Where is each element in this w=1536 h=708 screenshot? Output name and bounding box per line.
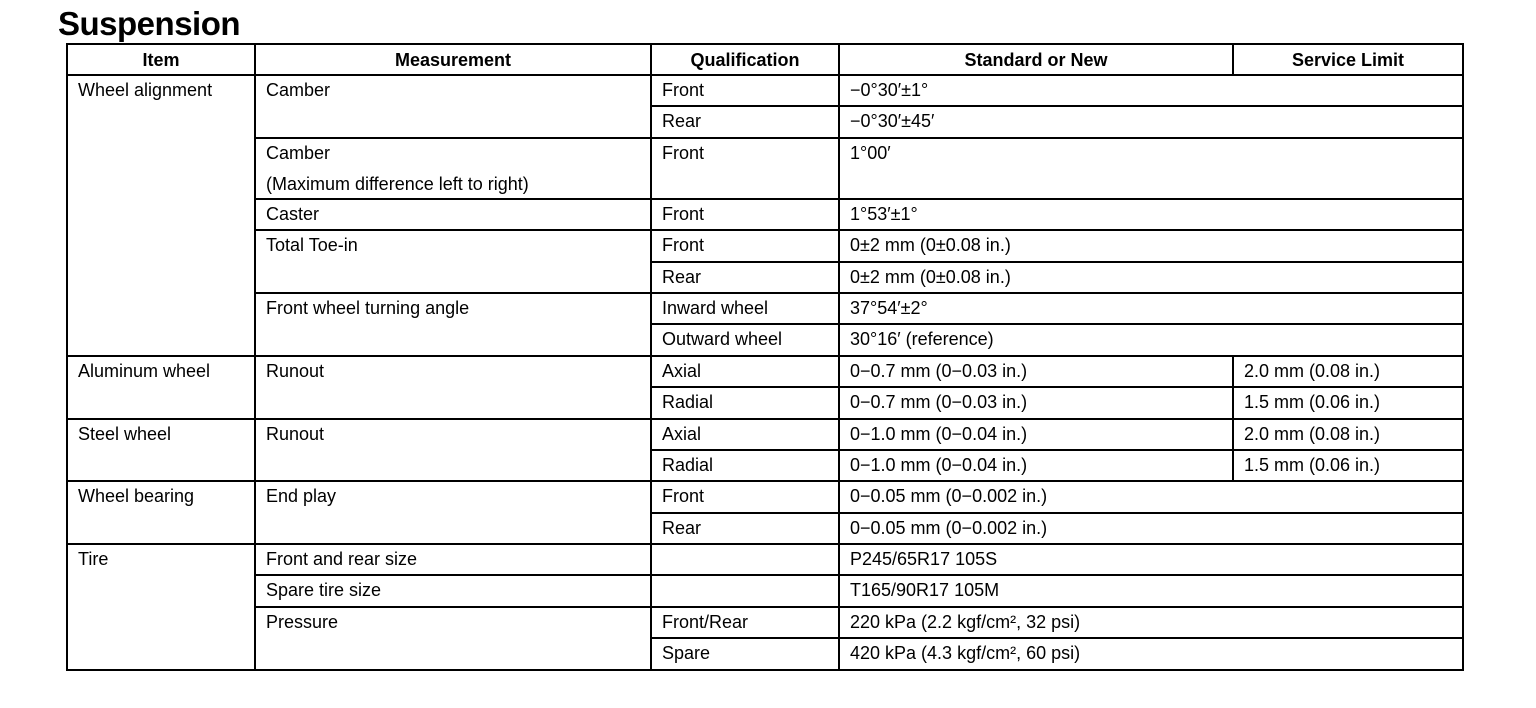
qualification-cell: Outward wheel	[651, 324, 839, 355]
service-limit-cell: 1.5 mm (0.06 in.)	[1233, 387, 1463, 418]
table-row	[67, 575, 1463, 606]
standard-cell: −0°30′±45′	[839, 106, 1463, 137]
header-row	[67, 44, 1463, 75]
page-title: Suspension	[58, 5, 241, 42]
measurement-cell: Front wheel turning angle	[255, 293, 651, 356]
qualification-cell: Inward wheel	[651, 293, 839, 324]
measurement-cell: Runout	[255, 356, 651, 419]
qualification-cell	[651, 575, 839, 606]
measurement-sublabel: (Maximum difference left to right)	[266, 173, 529, 194]
measurement-cell: Front and rear size	[255, 544, 651, 575]
qualification-cell: Radial	[651, 450, 839, 481]
standard-cell: 0−0.7 mm (0−0.03 in.)	[839, 356, 1233, 387]
table-row	[67, 481, 1463, 512]
standard-cell: 0−0.05 mm (0−0.002 in.)	[839, 513, 1463, 544]
standard-cell: 420 kPa (4.3 kgf/cm², 60 psi)	[839, 638, 1463, 669]
measurement-cell: Runout	[255, 419, 651, 482]
qualification-cell: Front	[651, 75, 839, 106]
standard-cell: 1°53′±1°	[839, 199, 1463, 230]
measurement-cell: Spare tire size	[255, 575, 651, 606]
qualification-cell: Rear	[651, 513, 839, 544]
table-row	[67, 607, 1463, 638]
standard-cell: 0−1.0 mm (0−0.04 in.)	[839, 450, 1233, 481]
standard-cell: 0−1.0 mm (0−0.04 in.)	[839, 419, 1233, 450]
qualification-cell: Front	[651, 199, 839, 230]
standard-cell: 37°54′±2°	[839, 293, 1463, 324]
header-service-limit: Service Limit	[1233, 44, 1463, 75]
standard-cell: 0−0.05 mm (0−0.002 in.)	[839, 481, 1463, 512]
qualification-cell	[651, 544, 839, 575]
header-standard: Standard or New	[839, 44, 1233, 75]
standard-cell: P245/65R17 105S	[839, 544, 1463, 575]
standard-cell: −0°30′±1°	[839, 75, 1463, 106]
item-cell: Tire	[67, 544, 255, 670]
service-limit-cell: 2.0 mm (0.08 in.)	[1233, 419, 1463, 450]
item-cell: Wheel bearing	[67, 481, 255, 544]
standard-cell: 1°00′	[839, 138, 1463, 199]
suspension-spec-table	[66, 43, 1464, 671]
qualification-cell: Radial	[651, 387, 839, 418]
header-item: Item	[67, 44, 255, 75]
header-measurement: Measurement	[255, 44, 651, 75]
table-row	[67, 356, 1463, 387]
service-limit-cell: 2.0 mm (0.08 in.)	[1233, 356, 1463, 387]
item-cell: Wheel alignment	[67, 75, 255, 356]
table-row	[67, 230, 1463, 261]
standard-cell: 0±2 mm (0±0.08 in.)	[839, 230, 1463, 261]
measurement-cell: Camber	[255, 75, 651, 138]
measurement-label: Camber	[266, 142, 331, 163]
measurement-cell: End play	[255, 481, 651, 544]
measurement-cell: Caster	[255, 199, 651, 230]
item-cell: Steel wheel	[67, 419, 255, 482]
table-row	[67, 199, 1463, 230]
standard-cell: 220 kPa (2.2 kgf/cm², 32 psi)	[839, 607, 1463, 638]
table-row	[67, 75, 1463, 106]
standard-cell: 0−0.7 mm (0−0.03 in.)	[839, 387, 1233, 418]
qualification-cell: Front	[651, 230, 839, 261]
measurement-cell: Pressure	[255, 607, 651, 670]
standard-cell: 30°16′ (reference)	[839, 324, 1463, 355]
table-row	[67, 544, 1463, 575]
qualification-cell: Spare	[651, 638, 839, 669]
qualification-cell: Front/Rear	[651, 607, 839, 638]
qualification-cell: Front	[651, 481, 839, 512]
table-row	[67, 419, 1463, 450]
header-qualification: Qualification	[651, 44, 839, 75]
qualification-cell: Rear	[651, 106, 839, 137]
qualification-cell: Axial	[651, 419, 839, 450]
qualification-cell: Front	[651, 138, 839, 199]
standard-cell: 0±2 mm (0±0.08 in.)	[839, 262, 1463, 293]
table-row	[67, 293, 1463, 324]
measurement-cell	[255, 138, 651, 199]
item-cell: Aluminum wheel	[67, 356, 255, 419]
qualification-cell: Axial	[651, 356, 839, 387]
standard-cell: T165/90R17 105M	[839, 575, 1463, 606]
service-limit-cell: 1.5 mm (0.06 in.)	[1233, 450, 1463, 481]
qualification-cell: Rear	[651, 262, 839, 293]
measurement-cell: Total Toe-in	[255, 230, 651, 293]
